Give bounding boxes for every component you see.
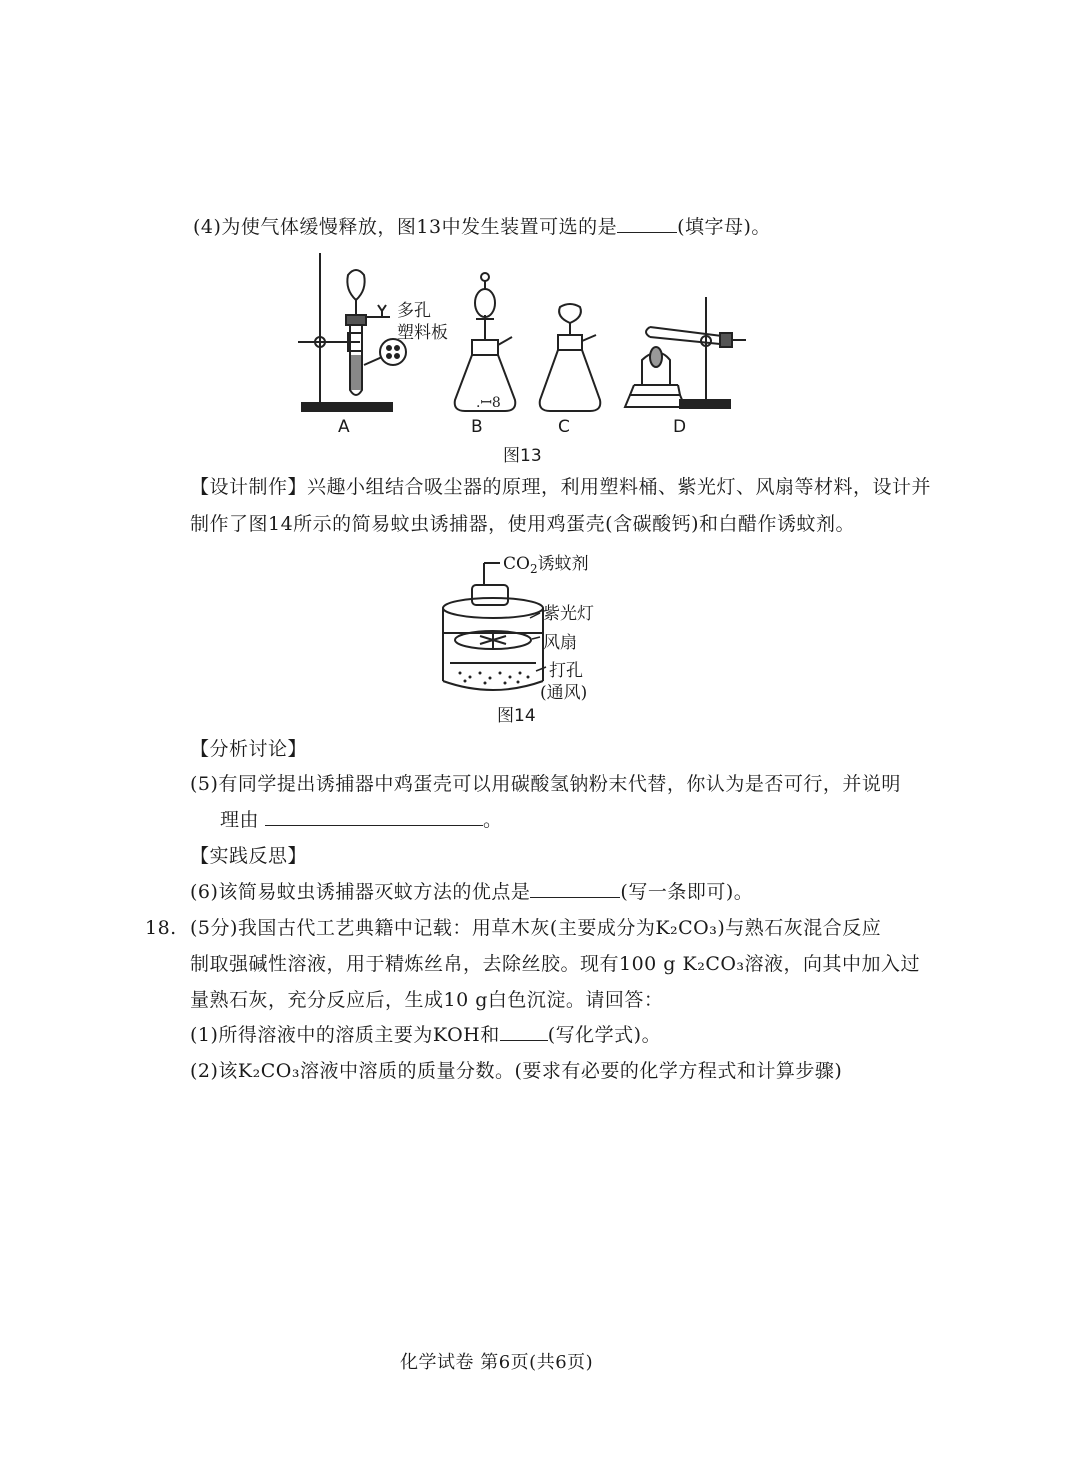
q4-text: (4)为使气体缓慢释放，图13中发生装置可选的是 [193, 216, 618, 238]
q18-line-2: 制取强碱性溶液，用于精炼丝帛，去除丝胶。现有100 g K₂CO₃溶液，向其中加入过 [190, 953, 921, 975]
q5-line-2 [220, 807, 503, 833]
q5-answer-blank[interactable] [265, 807, 483, 826]
q5-end: 。 [483, 809, 503, 831]
figure-13-apparatus [290, 245, 760, 420]
q18-sub2: (2)该K₂CO₃溶液中溶质的质量分数。(要求有必要的化学方程式和计算步骤) [190, 1060, 843, 1082]
fig14-label-lamp: 紫光灯 [543, 604, 594, 624]
fig14-label-holes: 打孔 [549, 661, 583, 681]
design-line-1: 【设计制作】兴趣小组结合吸尘器的原理，利用塑料桶、紫光灯、风扇等材料，设计并 [190, 476, 932, 498]
fig13-annotation-1: 多孔 [397, 301, 431, 321]
page-footer: 化学试卷 第6页(共6页) [400, 1352, 594, 1373]
fig13-label-c: C [558, 417, 570, 437]
q18-sub1 [190, 1022, 661, 1048]
fig14-label-fan: 风扇 [543, 633, 577, 653]
q5-line-1: (5)有同学提出诱捕器中鸡蛋壳可以用碳酸氢钠粉末代替，你认为是否可行，并说明 [190, 773, 901, 795]
q18-line-1: (5分)我国古代工艺典籍中记载：用草木灰(主要成分为K₂CO₃)与熟石灰混合反应 [190, 917, 882, 939]
q18-sub1-blank[interactable] [500, 1022, 548, 1041]
apparatus-a [298, 253, 406, 411]
q18-number: 18. [145, 917, 177, 939]
svg-text:.ꟷ8: .ꟷ8 [476, 395, 501, 411]
design-line-2: 制作了图14所示的简易蚊虫诱捕器，使用鸡蛋壳(含碳酸钙)和白醋作诱蚊剂。 [190, 513, 856, 535]
q18-line-3: 量熟石灰，充分反应后，生成10 g白色沉淀。请回答： [190, 989, 664, 1011]
fig14-label-vent: (通风) [540, 683, 588, 703]
analysis-heading: 【分析讨论】 [190, 738, 308, 760]
q18-sub1-tail: (写化学式)。 [547, 1024, 662, 1046]
fig14-label-co2-post: 诱蚊剂 [537, 554, 589, 574]
q4-answer-blank[interactable] [617, 214, 677, 233]
q6-text: (6)该简易蚊虫诱捕器灭蚊方法的优点是 [190, 881, 531, 903]
fig14-label-co2 [503, 549, 589, 576]
fig13-label-b: B [471, 417, 483, 437]
fig14-label-co2-pre: CO [503, 554, 530, 574]
q18-sub1-text: (1)所得溶液中的溶质主要为KOH和 [190, 1024, 500, 1046]
q4-tail: (填字母)。 [677, 216, 771, 238]
fig14-label-co2-sub: 2 [529, 562, 538, 576]
q6-line [190, 879, 753, 905]
q6-tail: (写一条即可)。 [620, 881, 754, 903]
apparatus-b [455, 273, 516, 411]
fig14-caption: 图14 [497, 706, 536, 726]
fig13-label-a: A [338, 417, 350, 437]
apparatus-d [625, 297, 746, 408]
fig13-caption: 图13 [503, 446, 542, 466]
q4-line [193, 214, 771, 240]
q5-reason-label: 理由 [220, 809, 260, 831]
apparatus-c [540, 304, 601, 411]
fig13-label-d: D [673, 417, 687, 437]
q6-answer-blank[interactable] [530, 879, 620, 898]
fig13-annotation-2: 塑料板 [397, 323, 448, 343]
reflect-heading: 【实践反思】 [190, 845, 308, 867]
